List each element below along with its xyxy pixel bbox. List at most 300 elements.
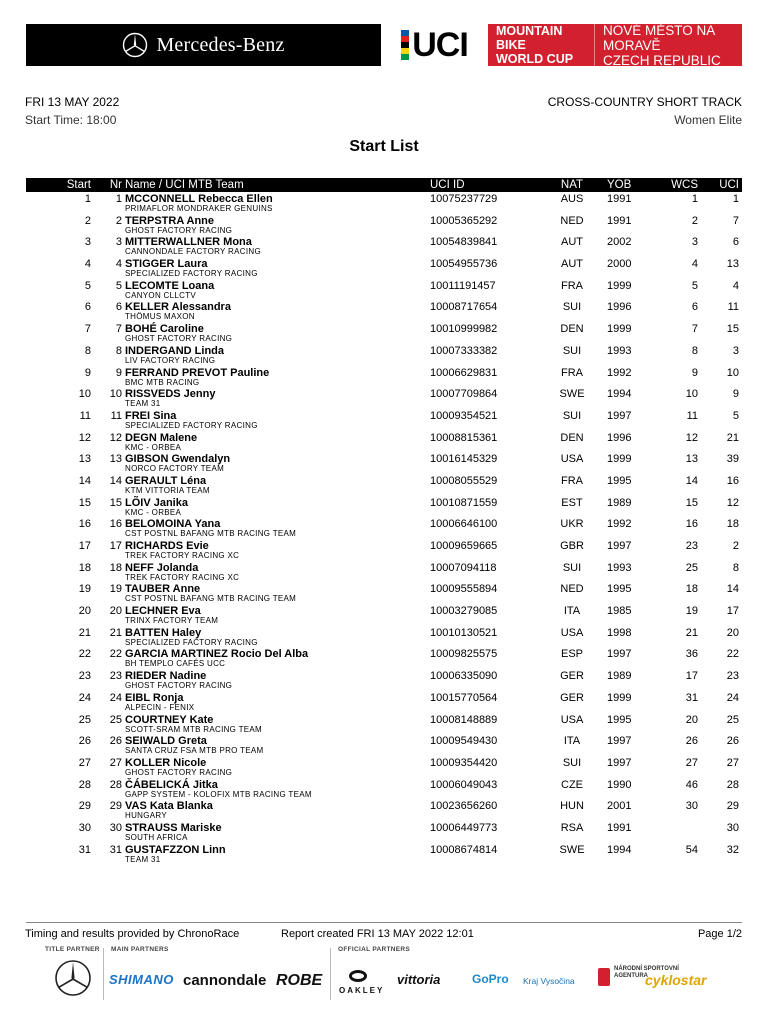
rider-nat: GER xyxy=(560,670,584,683)
rider-uci-rank: 29 xyxy=(726,800,739,813)
cannondale-logo: cannondale xyxy=(183,972,267,989)
rider-uci-id: 10011191457 xyxy=(430,279,496,292)
rider-team: SPECIALIZED FACTORY RACING xyxy=(125,637,258,647)
rider-uci-rank: 6 xyxy=(732,236,739,249)
report-created: Report created FRI 13 MAY 2022 12:01 xyxy=(281,928,474,940)
table-row xyxy=(26,257,742,279)
row-nr: 30 xyxy=(109,821,122,834)
rider-wcs: 17 xyxy=(685,670,698,683)
row-start: 9 xyxy=(84,366,91,379)
rider-nat: ITA xyxy=(563,605,581,618)
series-line-2: WORLD CUP xyxy=(496,52,574,66)
rider-name: INDERGAND Linda xyxy=(125,344,224,357)
table-row xyxy=(26,431,742,453)
row-nr: 27 xyxy=(109,756,122,769)
table-row xyxy=(26,192,742,214)
row-start: 21 xyxy=(78,626,91,639)
rider-uci-id: 10015770564 xyxy=(430,691,498,704)
rider-nat: USA xyxy=(560,713,584,726)
rider-yob: 1994 xyxy=(607,388,632,401)
table-row xyxy=(26,604,742,626)
rider-nat: AUT xyxy=(561,236,583,249)
rider-wcs: 9 xyxy=(691,366,698,379)
rider-wcs: 25 xyxy=(685,561,698,574)
row-start: 6 xyxy=(84,301,91,314)
rider-nat: FRA xyxy=(561,279,583,292)
rider-team: BH TEMPLO CAFÉS UCC xyxy=(125,659,226,669)
rider-wcs: 5 xyxy=(691,279,698,292)
rider-team: SCOTT-SRAM MTB RACING TEAM xyxy=(125,724,262,734)
table-row xyxy=(26,235,742,257)
row-nr: 19 xyxy=(109,583,122,596)
oakley-ellipse-icon xyxy=(349,970,367,982)
rider-name: NEFF Jolanda xyxy=(125,561,199,574)
rider-wcs: 8 xyxy=(691,344,698,357)
rider-wcs: 6 xyxy=(691,301,698,314)
rider-nat: SUI xyxy=(562,344,582,357)
rider-nat: FRA xyxy=(561,474,583,487)
rider-uci-rank: 25 xyxy=(726,713,739,726)
col-uci-id: UCI ID xyxy=(430,179,465,191)
footer-divider xyxy=(26,922,742,923)
rider-uci-rank: 11 xyxy=(727,301,739,314)
rider-nat: NED xyxy=(560,583,584,596)
rider-team: KMC - ORBEA xyxy=(125,442,182,452)
col-name: Name / UCI MTB Team xyxy=(125,179,244,191)
partner-divider xyxy=(330,948,331,1000)
rider-wcs: 14 xyxy=(685,474,698,487)
rider-uci-id: 10008815361 xyxy=(430,431,498,444)
rider-nat: USA xyxy=(560,453,584,466)
rider-uci-id: 10006646100 xyxy=(430,518,498,531)
row-nr: 1 xyxy=(115,193,122,205)
row-nr: 25 xyxy=(109,713,122,726)
rider-uci-id: 10006449773 xyxy=(430,821,498,834)
rider-uci-rank: 14 xyxy=(726,583,739,596)
row-start: 18 xyxy=(78,561,91,574)
rider-uci-id: 10008674814 xyxy=(430,843,498,856)
row-nr: 3 xyxy=(115,236,122,249)
rider-nat: NED xyxy=(560,214,584,227)
rider-uci-rank: 12 xyxy=(726,496,739,509)
timing-credit: Timing and results provided by ChronoRace xyxy=(25,928,240,940)
table-row xyxy=(26,647,742,669)
rider-team: THÖMUS MAXON xyxy=(125,312,195,322)
rider-uci-id: 10075237729 xyxy=(430,193,498,205)
rider-team: CST POSTNL BAFANG MTB RACING TEAM xyxy=(125,529,297,539)
rider-team: SANTA CRUZ FSA MTB PRO TEAM xyxy=(125,746,264,756)
rider-name: VAS Kata Blanka xyxy=(125,800,213,813)
rider-uci-id: 10006049043 xyxy=(430,778,498,791)
col-uci-rank: UCI xyxy=(719,179,739,191)
rider-yob: 1991 xyxy=(607,193,632,205)
row-start: 29 xyxy=(78,800,91,813)
rider-name: MITTERWALLNER Mona xyxy=(125,236,252,249)
rider-team: TEAM 31 xyxy=(125,399,161,409)
table-row xyxy=(26,561,742,583)
rider-name: EIBL Ronja xyxy=(125,691,184,704)
rider-yob: 1997 xyxy=(607,540,632,552)
rider-uci-id: 10023656260 xyxy=(430,800,498,813)
rider-yob: 1995 xyxy=(607,713,632,726)
rider-yob: 1985 xyxy=(607,605,632,618)
col-yob: YOB xyxy=(607,179,632,191)
rider-nat: SUI xyxy=(562,301,582,314)
uci-wordmark: UCI xyxy=(412,26,468,64)
rider-uci-rank: 13 xyxy=(726,258,739,271)
rider-name: BELOMOINA Yana xyxy=(125,518,221,531)
row-nr: 12 xyxy=(109,431,122,444)
partners-strip xyxy=(45,946,725,1006)
table-row xyxy=(26,322,742,344)
rider-name: GERAULT Léna xyxy=(125,474,207,487)
rider-uci-rank: 24 xyxy=(726,691,739,704)
rider-yob: 1996 xyxy=(607,301,632,314)
rider-uci-rank: 30 xyxy=(726,821,739,834)
rider-yob: 1993 xyxy=(607,344,632,357)
row-start: 17 xyxy=(78,540,91,552)
rider-uci-id: 10010130521 xyxy=(430,626,498,639)
rider-wcs: 20 xyxy=(685,713,698,726)
rider-wcs: 18 xyxy=(685,583,698,596)
rider-team: CST POSTNL BAFANG MTB RACING TEAM xyxy=(125,594,297,604)
rider-wcs: 23 xyxy=(685,540,698,552)
rider-name: RICHARDS Evie xyxy=(125,540,209,552)
robe-logo: ROBE xyxy=(276,972,323,989)
rider-wcs: 27 xyxy=(685,756,698,769)
rider-uci-id: 10006335090 xyxy=(430,670,498,683)
rider-yob: 1994 xyxy=(607,843,632,856)
col-nat: NAT xyxy=(560,179,584,191)
rider-uci-id: 10007709864 xyxy=(430,388,498,401)
rider-uci-id: 10006629831 xyxy=(430,366,498,379)
row-nr: 31 xyxy=(109,843,122,856)
rider-uci-rank: 27 xyxy=(726,756,739,769)
rider-nat: GER xyxy=(560,691,584,704)
rider-team: LIV FACTORY RACING xyxy=(125,355,216,365)
row-nr: 9 xyxy=(115,366,122,379)
rider-name: BATTEN Haley xyxy=(125,626,202,639)
row-start: 2 xyxy=(84,214,91,227)
rider-team: SPECIALIZED FACTORY RACING xyxy=(125,420,258,430)
row-start: 11 xyxy=(79,409,91,422)
rider-team: SOUTH AFRICA xyxy=(125,832,188,842)
rider-nat: SUI xyxy=(562,561,582,574)
rider-name: LECHNER Eva xyxy=(125,605,201,618)
rider-uci-rank: 23 xyxy=(726,670,739,683)
venue-line-1: NOVÉ MĚSTO NA MORAVĚ xyxy=(603,22,715,53)
race-name: CROSS-COUNTRY SHORT TRACK xyxy=(547,95,742,109)
rider-team: TRINX FACTORY TEAM xyxy=(125,616,219,626)
rider-uci-id: 10054839841 xyxy=(430,236,498,249)
series-block xyxy=(488,24,594,66)
row-nr: 26 xyxy=(109,735,122,748)
page-title: Start List xyxy=(349,138,419,155)
col-wcs: WCS xyxy=(671,179,698,191)
rider-nat: ESP xyxy=(560,648,583,661)
rider-team: KTM VITTORIA TEAM xyxy=(125,485,210,495)
rider-name: TERPSTRA Anne xyxy=(125,214,215,227)
rider-yob: 1995 xyxy=(607,583,632,596)
row-nr: 28 xyxy=(109,778,122,791)
rider-uci-rank: 10 xyxy=(726,366,739,379)
row-start: 19 xyxy=(78,583,91,596)
rider-nat: SWE xyxy=(559,388,585,401)
rider-yob: 1989 xyxy=(607,670,632,683)
rider-name: GIBSON Gwendalyn xyxy=(125,453,231,466)
table-row xyxy=(26,452,742,474)
venue-line-2: CZECH REPUBLIC xyxy=(603,52,721,68)
row-nr: 14 xyxy=(109,474,122,487)
rider-name: ČÁBELICKÁ Jitka xyxy=(125,778,218,791)
mercedes-star-icon xyxy=(122,32,148,58)
rider-name: GARCIA MARTINEZ Rocio Del Alba xyxy=(125,648,309,661)
row-start: 24 xyxy=(78,691,91,704)
row-nr: 29 xyxy=(109,800,122,813)
row-start: 26 xyxy=(78,735,91,748)
rider-yob: 1997 xyxy=(607,735,632,748)
row-nr: 18 xyxy=(109,561,122,574)
rider-name: SEIWALD Greta xyxy=(125,735,207,748)
rider-uci-rank: 21 xyxy=(726,431,739,444)
nsa-logo: NÁRODNÍ SPORTOVNÍ AGENTURA xyxy=(614,966,679,979)
rider-team: TREK FACTORY RACING XC xyxy=(125,551,240,560)
uci-rainbow-stripes xyxy=(401,30,409,60)
rider-nat: EST xyxy=(561,496,583,509)
row-start: 23 xyxy=(78,670,91,683)
rider-wcs: 26 xyxy=(685,735,698,748)
row-nr: 20 xyxy=(109,605,122,618)
rider-uci-rank: 7 xyxy=(732,214,739,227)
col-nr: Nr xyxy=(109,179,122,191)
rider-wcs: 11 xyxy=(686,409,698,422)
rider-wcs: 3 xyxy=(691,236,698,249)
rider-uci-rank: 20 xyxy=(726,626,739,639)
rider-uci-id: 10016145329 xyxy=(430,453,498,466)
row-nr: 23 xyxy=(109,670,122,683)
rider-team: BMC MTB RACING xyxy=(125,377,200,387)
rider-name: KOLLER Nicole xyxy=(125,756,207,769)
rider-yob: 1992 xyxy=(607,366,632,379)
rider-yob: 1999 xyxy=(607,691,632,704)
row-start: 22 xyxy=(78,648,91,661)
rider-nat: SWE xyxy=(559,843,585,856)
table-row xyxy=(26,734,742,756)
rider-yob: 1997 xyxy=(607,648,632,661)
table-row xyxy=(26,582,742,604)
rider-uci-rank: 3 xyxy=(732,344,739,357)
row-start: 4 xyxy=(84,258,91,271)
rider-wcs: 46 xyxy=(685,778,698,791)
start-time: Start Time: 18:00 xyxy=(25,113,117,127)
rider-yob: 1989 xyxy=(607,496,632,509)
rider-name: FERRAND PREVOT Pauline xyxy=(125,366,270,379)
table-row xyxy=(26,821,742,843)
rider-uci-id: 10010999982 xyxy=(430,323,498,336)
row-nr: 10 xyxy=(109,388,122,401)
rider-name: RISSVEDS Jenny xyxy=(125,388,216,401)
vysocina-logo: Kraj Vysočina xyxy=(523,976,575,986)
row-nr: 8 xyxy=(115,344,122,357)
rider-wcs: 2 xyxy=(691,214,698,227)
row-start: 16 xyxy=(78,518,91,531)
row-start: 10 xyxy=(78,388,91,401)
rider-uci-id: 10054955736 xyxy=(430,258,498,271)
row-start: 27 xyxy=(78,756,91,769)
rider-wcs: 30 xyxy=(685,800,698,813)
rider-name: LECOMTE Loana xyxy=(125,279,215,292)
table-row xyxy=(26,756,742,778)
rider-nat: GBR xyxy=(560,540,584,552)
rider-yob: 1991 xyxy=(607,214,632,227)
row-nr: 5 xyxy=(115,279,122,292)
rider-nat: UKR xyxy=(560,518,584,531)
rider-uci-rank: 5 xyxy=(732,409,739,422)
series-line-1: MOUNTAIN BIKE xyxy=(496,24,563,52)
rider-uci-id: 10009549430 xyxy=(430,735,498,748)
nsa-emblem-icon xyxy=(598,968,610,986)
partner-divider xyxy=(103,948,104,1000)
rider-name: KELLER Alessandra xyxy=(125,301,231,314)
table-row xyxy=(26,539,742,561)
rider-name: FREI Sina xyxy=(125,409,177,422)
rider-uci-rank: 22 xyxy=(726,648,739,661)
rider-wcs: 54 xyxy=(685,843,698,856)
row-start: 12 xyxy=(78,431,91,444)
rider-team: TREK FACTORY RACING XC xyxy=(125,572,240,582)
rider-uci-rank: 39 xyxy=(726,453,739,466)
race-category: Women Elite xyxy=(674,113,742,127)
cyklostar-logo: cyklostar xyxy=(645,972,707,988)
rider-uci-id: 10008055529 xyxy=(430,474,498,487)
rider-team: TEAM 31 xyxy=(125,854,161,864)
rider-name: GUSTAFZZON Linn xyxy=(125,843,226,856)
rider-name: MCCONNELL Rebecca Ellen xyxy=(125,193,273,205)
rider-name: TAUBER Anne xyxy=(125,583,201,596)
page-number: Page 1/2 xyxy=(697,928,742,940)
rider-uci-id: 10009354420 xyxy=(430,756,498,769)
row-nr: 17 xyxy=(109,540,122,552)
rider-team: GAPP SYSTEM - KOLOFIX MTB RACING TEAM xyxy=(125,789,312,799)
rider-team: GHOST FACTORY RACING xyxy=(125,334,233,344)
table-row xyxy=(26,474,742,496)
rider-wcs: 31 xyxy=(685,691,698,704)
rider-team: ALPECIN - FENIX xyxy=(125,702,195,712)
oakley-logo: OAKLEY xyxy=(339,986,385,995)
rider-yob: 1997 xyxy=(607,756,632,769)
rider-yob: 1990 xyxy=(607,778,632,791)
rider-wcs: 19 xyxy=(685,605,698,618)
rider-yob: 2002 xyxy=(607,236,632,249)
row-nr: 16 xyxy=(109,518,122,531)
table-row xyxy=(26,387,742,409)
rider-name: STRAUSS Mariske xyxy=(125,821,222,834)
table-row xyxy=(26,366,742,388)
rider-team: CANNONDALE FACTORY RACING xyxy=(125,247,261,257)
rider-yob: 1999 xyxy=(607,453,632,466)
table-row xyxy=(26,626,742,648)
row-nr: 13 xyxy=(109,453,122,466)
rider-uci-rank: 18 xyxy=(726,518,739,531)
rider-yob: 1992 xyxy=(607,518,632,531)
official-partners-label: OFFICIAL PARTNERS xyxy=(338,946,411,953)
table-row xyxy=(26,344,742,366)
rider-uci-rank: 9 xyxy=(732,388,739,401)
row-start: 30 xyxy=(78,821,91,834)
rider-uci-rank: 26 xyxy=(726,735,739,748)
rider-name: COURTNEY Kate xyxy=(125,713,214,726)
row-start: 3 xyxy=(84,236,91,249)
rider-wcs: 7 xyxy=(691,323,698,336)
table-row xyxy=(26,496,742,518)
rider-nat: FRA xyxy=(561,366,583,379)
row-nr: 22 xyxy=(109,648,122,661)
row-start: 28 xyxy=(78,778,91,791)
rider-wcs: 16 xyxy=(685,518,698,531)
rider-nat: SUI xyxy=(562,756,582,769)
table-row xyxy=(26,691,742,713)
rider-nat: DEN xyxy=(560,431,584,444)
table-row xyxy=(26,669,742,691)
table-row xyxy=(26,843,742,865)
rider-uci-id: 10008717654 xyxy=(430,301,498,314)
rider-team: GHOST FACTORY RACING xyxy=(125,681,233,691)
table-row xyxy=(26,409,742,431)
rider-yob: 1995 xyxy=(607,474,632,487)
rider-nat: HUN xyxy=(560,800,584,813)
rider-wcs: 10 xyxy=(685,388,698,401)
venue-block xyxy=(594,24,742,66)
rider-uci-rank: 4 xyxy=(732,279,739,292)
rider-team: KMC - ORBEA xyxy=(125,507,182,517)
rider-uci-id: 10003279085 xyxy=(430,605,498,618)
rider-uci-rank: 8 xyxy=(732,561,739,574)
rider-wcs: 21 xyxy=(685,626,698,639)
row-nr: 15 xyxy=(109,496,122,509)
gopro-logo: GoPro xyxy=(472,972,509,986)
rider-uci-rank: 16 xyxy=(726,474,739,487)
header-banner xyxy=(26,24,742,66)
rider-wcs: 1 xyxy=(691,193,698,205)
rider-nat: ITA xyxy=(563,735,581,748)
rider-team: NORCO FACTORY TEAM xyxy=(125,464,225,474)
rider-team: PRIMAFLOR MONDRAKER GENUINS xyxy=(125,204,273,213)
table-row xyxy=(26,799,742,821)
rider-wcs: 4 xyxy=(691,258,698,271)
rider-uci-id: 10008148889 xyxy=(430,713,498,726)
rider-uci-rank: 32 xyxy=(726,843,739,856)
rider-name: DEGN Malene xyxy=(125,431,198,444)
mercedes-star-icon xyxy=(53,958,93,998)
rider-wcs: 13 xyxy=(685,453,698,466)
table-row xyxy=(26,279,742,301)
table-row xyxy=(26,778,742,800)
rider-yob: 1997 xyxy=(607,409,632,422)
rider-uci-id: 10007094118 xyxy=(430,561,497,574)
rider-nat: SUI xyxy=(562,409,582,422)
rider-uci-id: 10005365292 xyxy=(430,214,498,227)
rider-team: HUNGARY xyxy=(125,811,167,821)
rider-yob: 2001 xyxy=(607,800,632,813)
row-nr: 6 xyxy=(115,301,122,314)
rider-uci-rank: 17 xyxy=(726,605,739,618)
rider-uci-rank: 2 xyxy=(732,540,739,552)
rider-wcs: 15 xyxy=(685,496,698,509)
col-start: Start xyxy=(66,179,91,191)
rider-uci-id: 10009659665 xyxy=(430,540,498,552)
row-nr: 11 xyxy=(110,409,122,422)
rider-team: GHOST FACTORY RACING xyxy=(125,767,233,777)
